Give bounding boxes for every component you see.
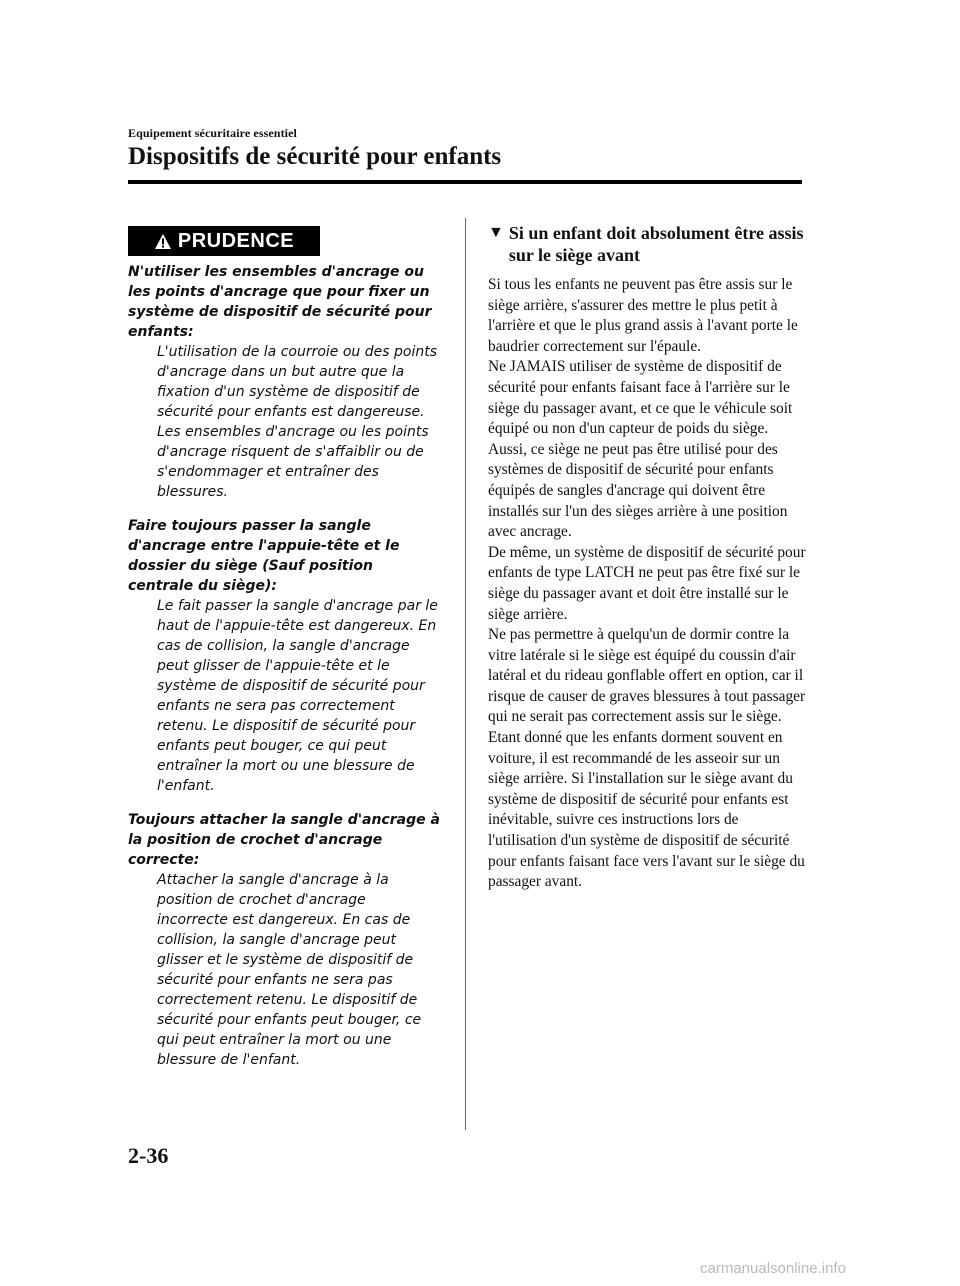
warning-heading: N'utiliser les ensembles d'ancrage ou les points d'ancrage que pour fixer un système de dispositif de sécurité pour enfants:: [128, 264, 432, 340]
page-number: 2-36: [128, 1143, 169, 1168]
warning-list: [128, 262, 440, 1084]
warning-item: [128, 810, 440, 1070]
subsection-title-text: Si un enfant doit absolument être assis sur le siège avant: [508, 223, 804, 265]
caution-badge: [128, 226, 320, 256]
warning-body: Le fait passer la sangle d'ancrage par le haut de l'appuie-tête est dangereux. En cas de collision, la sangle d'ancrage peut glisser de l'appuie-tête et le système de dispositif de sécurité pour enfants ne sera pas correctement retenu. Le dispositif de sécurité pour enfants peut bouger, ce qui peut entraîner la mort ou une blessure de l'enfant.: [157, 598, 438, 794]
warning-exclamation-icon: [154, 233, 172, 250]
triangle-down-icon: ▼: [488, 224, 504, 241]
body-paragraph: Aussi, ce siège ne peut pas être utilisé pour des systèmes de dispositif de sécurité pour enfants équipés de sangles d'ancrage qui doivent être installés sur l'un des sièges arrière à une position avec ancrage.: [488, 440, 788, 541]
warning-heading: Toujours attacher la sangle d'ancrage à la position de crochet d'ancrage correcte:: [128, 812, 440, 868]
front-seat-body: [488, 275, 808, 893]
subsection-title: [488, 222, 808, 266]
column-divider: [465, 218, 466, 1130]
warning-body: L'utilisation de la courroie ou des points d'ancrage dans un but autre que la fixation d'un système de dispositif de sécurité pour enfants est dangereuse. Les ensembles d'ancrage ou les points d'ancrage risquent de s'affaiblir ou de s'endommager et entraîner des blessures.: [157, 344, 437, 500]
body-paragraph: Si tous les enfants ne peuvent pas être assis sur le siège arrière, s'assurer des mettre le plus petit à l'arrière et que le plus grand assis à l'avant porte le baudrier correctement sur l'épaule.: [488, 276, 798, 355]
body-paragraph: Ne JAMAIS utiliser de système de dispositif de sécurité pour enfants faisant face à l'arrière sur le siège du passager avant, et ce que le véhicule soit équipé ou non d'un capteur de poids du siège.: [488, 358, 793, 438]
page-title: Dispositifs de sécurité pour enfants: [128, 143, 502, 170]
body-paragraph: De même, un système de dispositif de sécurité pour enfants de type LATCH ne peut pas être fixé sur le siège du passager avant et doit être installé sur le siège arrière.: [488, 543, 806, 623]
header-rule: [128, 180, 802, 184]
section-label: Equipement sécuritaire essentiel: [128, 126, 297, 140]
body-paragraph: Ne pas permettre à quelqu'un de dormir contre la vitre latérale si le siège est équipé du coussin d'air latéral et du rideau gonflable offert en option, car il risque de causer de graves blessures à tout passager qui ne serait pas correctement assis sur le siège. Etant donné que les enfants dorment souvent en voiture, il est recommandé de les asseoir sur un siège arrière. Si l'installation sur le siège avant du système de dispositif de sécurité pour enfants est inévitable, suivre ces instructions lors de l'utilisation d'un système de dispositif de sécurité pour enfants faisant face vers l'avant sur le siège du passager avant.: [488, 626, 806, 891]
warning-body: Attacher la sangle d'ancrage à la position de crochet d'ancrage incorrecte est dangereux. En cas de collision, la sangle d'ancrage peut glisser et le système de dispositif de sécurité pour enfants ne sera pas correctement retenu. Le dispositif de sécurité pour enfants peut bouger, ce qui peut entraîner la mort ou une blessure de l'enfant.: [157, 872, 422, 1068]
warning-item: [128, 262, 440, 502]
warning-heading: Faire toujours passer la sangle d'ancrage entre l'appuie-tête et le dossier du siège (Sauf position centrale du siège):: [128, 518, 400, 594]
watermark[interactable]: carmanualsonline.info: [700, 1260, 846, 1277]
warning-item: [128, 516, 440, 796]
caution-label: PRUDENCE: [177, 229, 295, 252]
